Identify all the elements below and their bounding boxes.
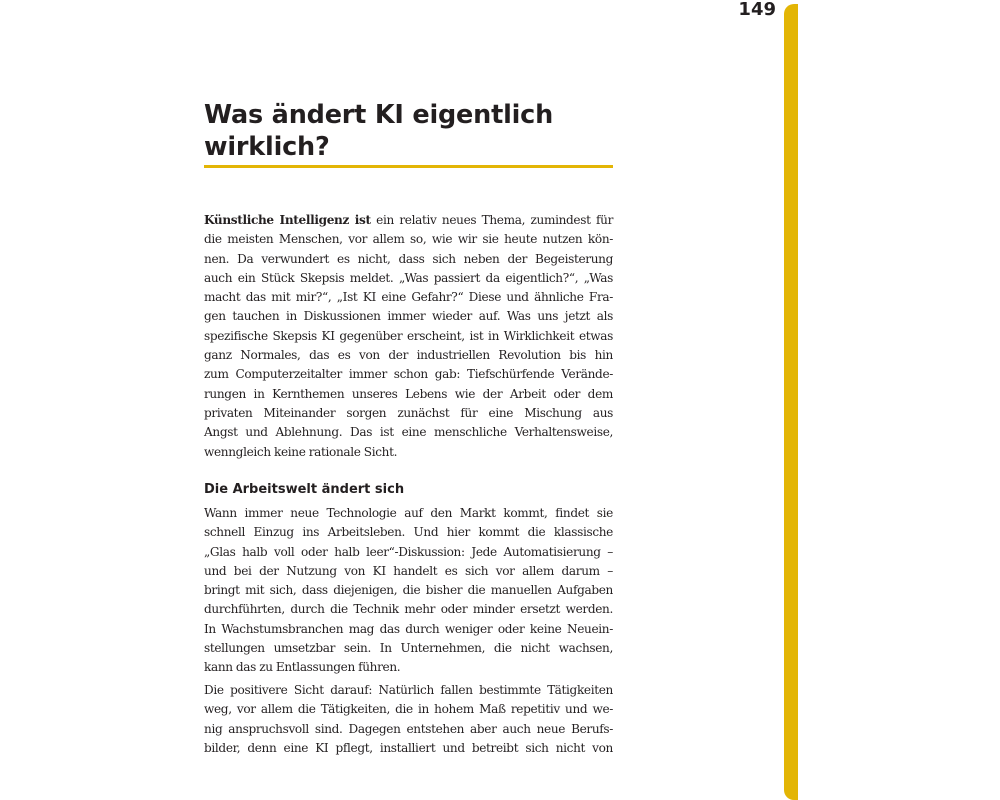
text-line: stellungen umsetzbar sein. In Unternehmen, die nicht wachsen, [204, 641, 613, 656]
text-line: schnell Einzug ins Arbeitsleben. Und hier kommt die klassische [204, 525, 613, 540]
lead-in: Künstliche Intelligenz ist [204, 213, 371, 227]
text-line: spezifische Skepsis KI gegenüber erscheint, ist in Wirklichkeit etwas [204, 328, 613, 343]
text-line: nig anspruchsvoll sind. Dagegen entstehen aber auch neue Berufs- [204, 721, 613, 736]
text-line: Die positivere Sicht darauf: Natürlich fallen bestimmte Tätigkeiten [204, 683, 613, 697]
text-line: bilder, denn eine KI pflegt, installiert und betreibt sich nicht von [204, 740, 613, 755]
text-line: weg, vor allem die Tätigkeiten, die in hohem Maß repetitiv und we- [204, 702, 613, 717]
text-line: Angst und Ablehnung. Das ist eine menschliche Verhaltensweise, [204, 425, 613, 440]
text-line: privaten Miteinander sorgen zunächst für eine Mischung aus [204, 405, 613, 420]
text-line: nen. Da verwundert es nicht, dass sich neben der Begeisterung [204, 251, 613, 266]
text-line: gen tauchen in Diskussionen immer wieder auf. Was uns jetzt als [204, 309, 613, 324]
text-line: bringt mit sich, dass diejenigen, die bisher die manuellen Aufgaben [204, 583, 613, 598]
text-line: die meisten Menschen, vor allem so, wie wir sie heute nutzen kön- [204, 232, 613, 247]
text-line: Wann immer neue Technologie auf den Markt kommt, findet sie [204, 506, 613, 520]
intro-paragraph [204, 211, 613, 462]
text-line: kann das zu Entlassungen führen. [204, 660, 401, 675]
text-line: wenngleich keine rationale Sicht. [204, 444, 398, 459]
text-line: auch ein Stück Skepsis meldet. „Was passiert da eigentlich?“, „Was [204, 270, 613, 285]
title-underline [204, 165, 613, 168]
chapter-title: Was ändert KI eigentlich wirklich? [204, 100, 554, 162]
text-line: „Glas halb voll oder halb leer“-Diskussion: Jede Automatisierung – [204, 544, 613, 559]
text-line: zum Computerzeitalter immer schon gab: Tiefschürfende Verände- [204, 367, 613, 382]
text-line: ganz Normales, das es von der industriellen Revolution bis hin [204, 348, 613, 363]
text-line: und bei der Nutzung von KI handelt es sich vor allem darum – [204, 563, 613, 578]
chapter-thumb-tab [784, 4, 798, 800]
text-line: In Wachstumsbranchen mag das durch weniger oder keine Neuein- [204, 621, 613, 636]
section-heading: Die Arbeitswelt ändert sich [204, 482, 405, 497]
text-line: Künstliche Intelligenz ist ein relativ neues Thema, zumindest für [204, 213, 613, 227]
text-line: rungen in Kernthemen unseres Lebens wie der Arbeit oder dem [204, 386, 613, 401]
page-number: 149 [738, 0, 776, 20]
text-line: durchführten, durch die Technik mehr oder minder ersetzt werden. [204, 602, 613, 617]
section-paragraph [204, 504, 613, 678]
section-paragraph [204, 681, 613, 758]
text-line: macht das mit mir?“, „Ist KI eine Gefahr?“ Diese und ähnliche Fra- [204, 290, 613, 305]
